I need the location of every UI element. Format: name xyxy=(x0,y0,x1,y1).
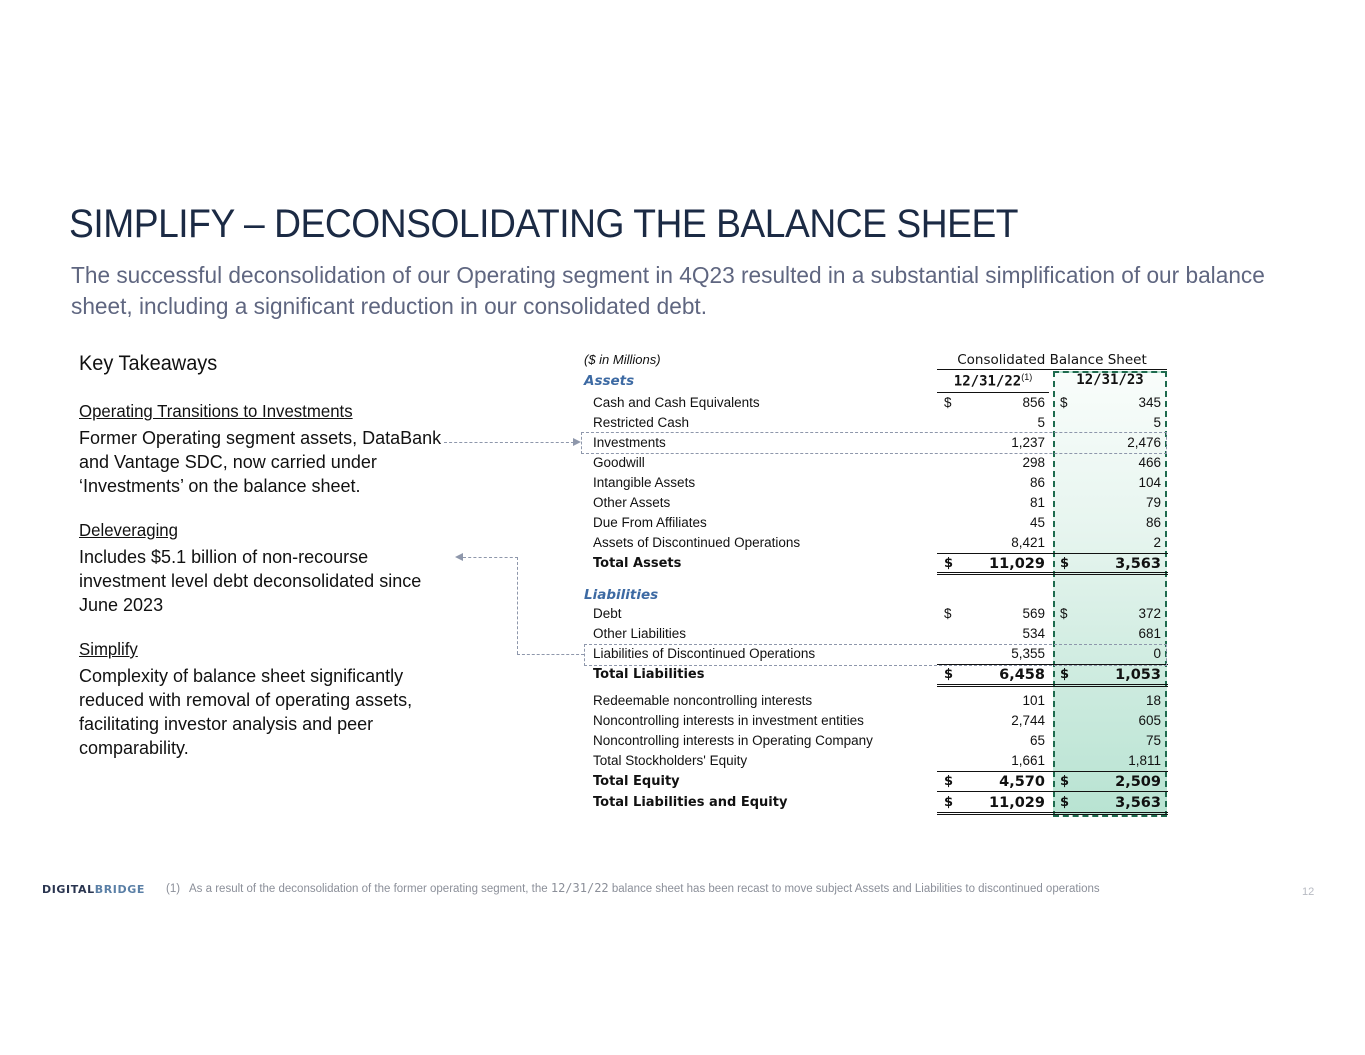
table-total-row xyxy=(593,665,1167,685)
table-title: Consolidated Balance Sheet xyxy=(937,352,1167,370)
table-row xyxy=(593,624,1167,644)
row-label: Goodwill xyxy=(593,455,645,470)
page-number: 12 xyxy=(1302,886,1315,898)
total-double-rule xyxy=(937,572,1168,575)
value-2022: 5 xyxy=(1037,415,1045,430)
slide-subtitle: The successful deconsolidation of our Operating segment in 4Q23 resulted in a substantial simplification of our balance sheet, including a significant reduction in our consolidated debt. xyxy=(71,262,1265,319)
currency-2022: $ xyxy=(944,667,954,682)
row-label: Intangible Assets xyxy=(593,475,696,490)
table-row xyxy=(593,691,1167,711)
row-label: Investments xyxy=(593,435,666,450)
value-2023: 372 xyxy=(1138,606,1161,621)
value-2023: 2,509 xyxy=(1115,774,1161,790)
currency-2023: $ xyxy=(1060,556,1070,571)
arrow-left-icon xyxy=(455,553,463,561)
takeaway-section xyxy=(79,401,454,498)
value-2022: 8,421 xyxy=(1011,535,1045,550)
value-2022: 534 xyxy=(1022,626,1045,641)
key-takeaways-panel xyxy=(79,352,454,760)
value-2023: 2 xyxy=(1153,535,1161,550)
table-total-row xyxy=(593,554,1167,574)
row-label: Cash and Cash Equivalents xyxy=(593,395,760,410)
value-2023: 79 xyxy=(1145,495,1161,510)
arrow-right-icon xyxy=(573,438,581,446)
row-label: Due From Affiliates xyxy=(593,515,707,530)
value-2022: 65 xyxy=(1029,733,1045,748)
currency-2023: $ xyxy=(1060,606,1068,621)
value-2022: 81 xyxy=(1029,495,1045,510)
takeaway-title: Simplify xyxy=(79,639,138,659)
currency-2022: $ xyxy=(944,795,954,810)
value-2022: 4,570 xyxy=(999,774,1045,790)
value-2022: 45 xyxy=(1029,515,1045,530)
section-label-liabilities: Liabilities xyxy=(584,587,659,603)
value-2022: 11,029 xyxy=(989,795,1045,811)
currency-2023: $ xyxy=(1060,795,1070,810)
column-header-2023: 12/31/23 xyxy=(1076,372,1144,388)
row-label: Other Liabilities xyxy=(593,626,687,641)
value-2023: 2,476 xyxy=(1127,435,1161,450)
column-header-2022: 12/31/22$^{(1)}$ xyxy=(937,372,1049,393)
key-takeaways-heading: Key Takeaways xyxy=(79,352,218,375)
takeaway-section xyxy=(79,639,454,760)
table-row xyxy=(593,731,1167,751)
row-label: Restricted Cash xyxy=(593,415,690,430)
total-double-rule xyxy=(937,684,1168,687)
connector-line xyxy=(517,654,584,655)
table-row xyxy=(593,393,1167,413)
value-2023: 1,811 xyxy=(1128,753,1161,768)
units-label: ($ in Millions) xyxy=(584,352,661,367)
takeaway-section xyxy=(79,520,454,617)
table-row xyxy=(593,413,1167,433)
value-2022: 2,744 xyxy=(1011,713,1045,728)
value-2023: 1,053 xyxy=(1115,667,1161,683)
total-double-rule xyxy=(937,812,1168,815)
value-2023: 86 xyxy=(1145,515,1161,530)
footnote-text-post: balance sheet has been recast to move subject Assets and Liabilities to discontinued operations xyxy=(611,883,1100,895)
table-total-row xyxy=(593,793,1167,813)
currency-2023: $ xyxy=(1060,774,1070,789)
value-2023: 0 xyxy=(1153,646,1161,661)
takeaway-body: Includes $5.1 billion of non-recourse investment level debt deconsolidated since June 2023 xyxy=(79,547,422,615)
connector-line xyxy=(517,557,518,654)
value-2023: 681 xyxy=(1138,626,1161,641)
value-2023: 3,563 xyxy=(1115,795,1161,811)
footnote-text-pre: As a result of the deconsolidation of the former operating segment, the xyxy=(189,883,548,895)
value-2022: 101 xyxy=(1022,693,1045,708)
currency-2023: $ xyxy=(1060,667,1070,682)
row-label: Redeemable noncontrolling interests xyxy=(593,693,813,708)
value-2022: 86 xyxy=(1029,475,1045,490)
footnote-marker: (1) xyxy=(166,883,181,895)
row-label: Total Stockholders' Equity xyxy=(593,753,748,768)
slide-title: SIMPLIFY – DECONSOLIDATING THE BALANCE SHEET xyxy=(69,202,1019,246)
row-label: Liabilities of Discontinued Operations xyxy=(593,646,816,661)
connector-line xyxy=(463,557,518,558)
table-row xyxy=(593,473,1167,493)
value-2023: 5 xyxy=(1153,415,1161,430)
subtotal-rule xyxy=(937,791,1168,792)
currency-2022: $ xyxy=(944,556,954,571)
takeaway-body: Former Operating segment assets, DataBank and Vantage SDC, now carried under ‘Investments’ on the balance sheet. xyxy=(79,428,442,496)
value-2022: 1,661 xyxy=(1011,753,1045,768)
company-logo: DIGITALBRIDGE xyxy=(42,883,145,896)
table-row xyxy=(593,711,1167,731)
row-label: Debt xyxy=(593,606,622,621)
table-row xyxy=(593,751,1167,771)
value-2022: 11,029 xyxy=(989,556,1045,572)
row-label: Other Assets xyxy=(593,495,671,510)
value-2023: 466 xyxy=(1138,455,1161,470)
footnote-date: 12/31/22 xyxy=(550,881,609,895)
footnote xyxy=(166,881,1100,895)
value-2023: 605 xyxy=(1138,713,1161,728)
table-row xyxy=(593,513,1167,533)
value-2023: 18 xyxy=(1145,693,1161,708)
currency-2022: $ xyxy=(944,395,952,410)
table-row xyxy=(593,453,1167,473)
connector-line xyxy=(444,442,574,443)
takeaway-title: Deleveraging xyxy=(79,520,178,540)
value-2023: 75 xyxy=(1145,733,1161,748)
takeaway-body: Complexity of balance sheet significantly reduced with removal of operating assets, facilitating investor analysis and peer comparability. xyxy=(79,666,413,758)
subtotal-rule xyxy=(937,771,1168,772)
value-2022: 856 xyxy=(1022,395,1045,410)
currency-2022: $ xyxy=(944,774,954,789)
value-2022: 6,458 xyxy=(999,667,1045,683)
value-2022: 569 xyxy=(1022,606,1045,621)
investments-highlight-box xyxy=(581,432,1167,454)
value-2023: 3,563 xyxy=(1115,556,1161,572)
row-label: Noncontrolling interests in investment entities xyxy=(593,713,864,728)
row-label: Total Liabilities and Equity xyxy=(593,795,788,810)
table-row xyxy=(593,604,1167,624)
section-label-assets: Assets xyxy=(584,373,635,389)
table-total-row xyxy=(593,772,1167,792)
currency-2023: $ xyxy=(1060,395,1068,410)
table-row xyxy=(593,533,1167,553)
row-label: Total Liabilities xyxy=(593,667,705,682)
row-label: Total Equity xyxy=(593,774,680,789)
value-2022: 1,237 xyxy=(1011,435,1045,450)
liabilities-disc-ops-highlight-box xyxy=(584,644,1167,666)
currency-2022: $ xyxy=(944,606,952,621)
value-2022: 5,355 xyxy=(1011,646,1045,661)
row-label: Total Assets xyxy=(593,556,682,571)
subtotal-rule xyxy=(937,553,1168,554)
value-2023: 104 xyxy=(1138,475,1161,490)
table-row xyxy=(593,493,1167,513)
row-label: Assets of Discontinued Operations xyxy=(593,535,801,550)
row-label: Noncontrolling interests in Operating Company xyxy=(593,733,873,748)
value-2022: 298 xyxy=(1022,455,1045,470)
takeaway-title: Operating Transitions to Investments xyxy=(79,401,353,421)
value-2023: 345 xyxy=(1138,395,1161,410)
